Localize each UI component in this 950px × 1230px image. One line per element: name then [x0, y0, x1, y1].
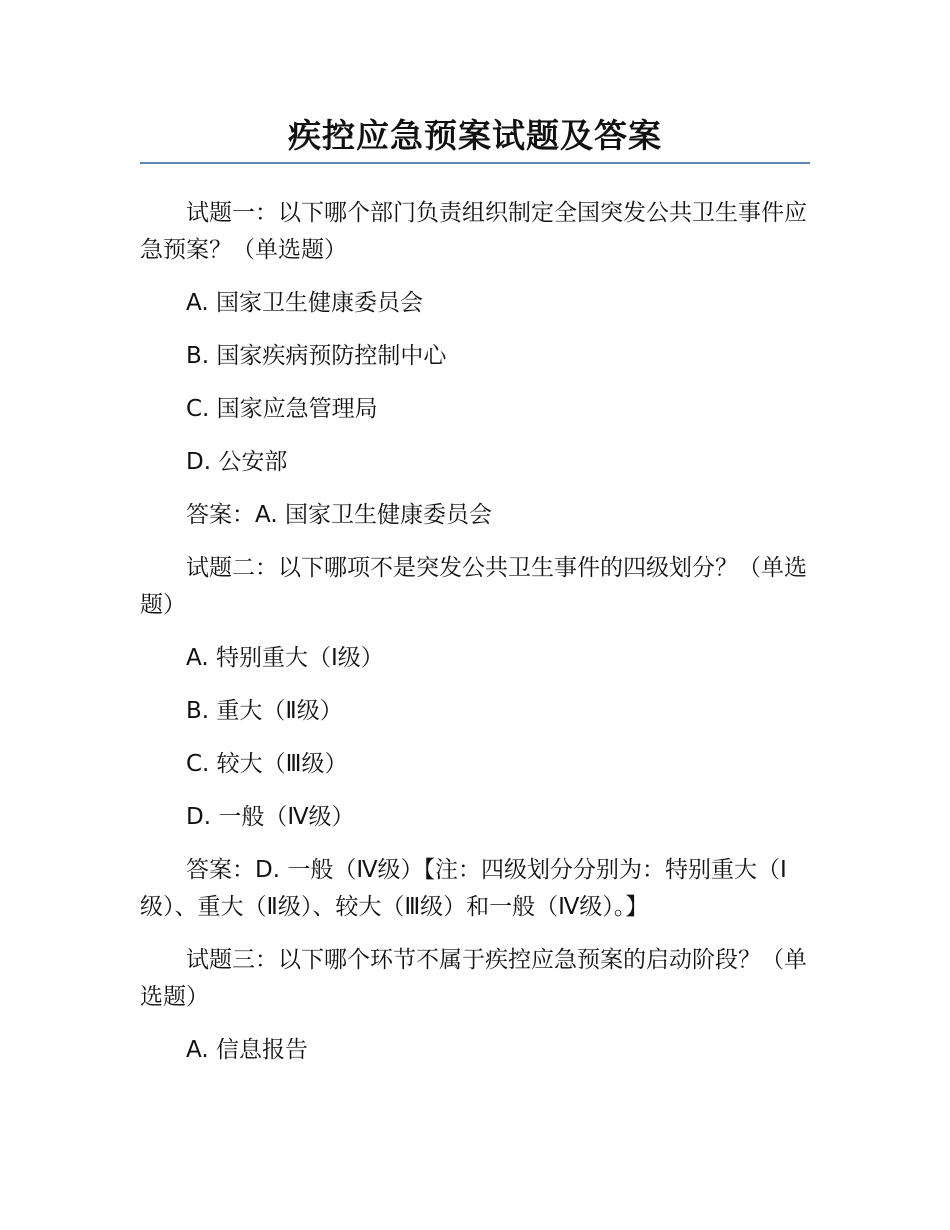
- question-1-option-b: B. 国家疾病预防控制中心: [186, 343, 447, 369]
- title-underline-divider: [140, 162, 810, 164]
- document-title: 疾控应急预案试题及答案: [288, 116, 662, 155]
- question-1-option-d: D. 公安部: [186, 449, 288, 475]
- question-2-answer: 答案：D. 一般（Ⅳ级）【注：四级划分分别为：特别重大（Ⅰ级）、重大（Ⅱ级）、较大（Ⅲ级）和一般（Ⅳ级）。】: [140, 857, 787, 920]
- question-3-stem: 试题三：以下哪个环节不属于疾控应急预案的启动阶段？（单选题）: [140, 947, 807, 1010]
- question-2-option-c: C. 较大（Ⅲ级）: [186, 751, 348, 777]
- question-2-stem: 试题二：以下哪项不是突发公共卫生事件的四级划分？（单选题）: [140, 555, 807, 618]
- question-1-option-a: A. 国家卫生健康委员会: [186, 290, 423, 316]
- question-3-option-a: A. 信息报告: [186, 1037, 308, 1063]
- question-2-option-b: B. 重大（Ⅱ级）: [186, 698, 343, 724]
- question-1-stem: 试题一：以下哪个部门负责组织制定全国突发公共卫生事件应急预案？（单选题）: [140, 200, 807, 263]
- question-2-option-d: D. 一般（Ⅳ级）: [186, 804, 355, 830]
- document-body: [140, 195, 810, 1069]
- question-1-option-c: C. 国家应急管理局: [186, 396, 378, 422]
- question-2-option-a: A. 特别重大（Ⅰ级）: [186, 645, 384, 671]
- question-1-answer: 答案：A. 国家卫生健康委员会: [186, 502, 492, 528]
